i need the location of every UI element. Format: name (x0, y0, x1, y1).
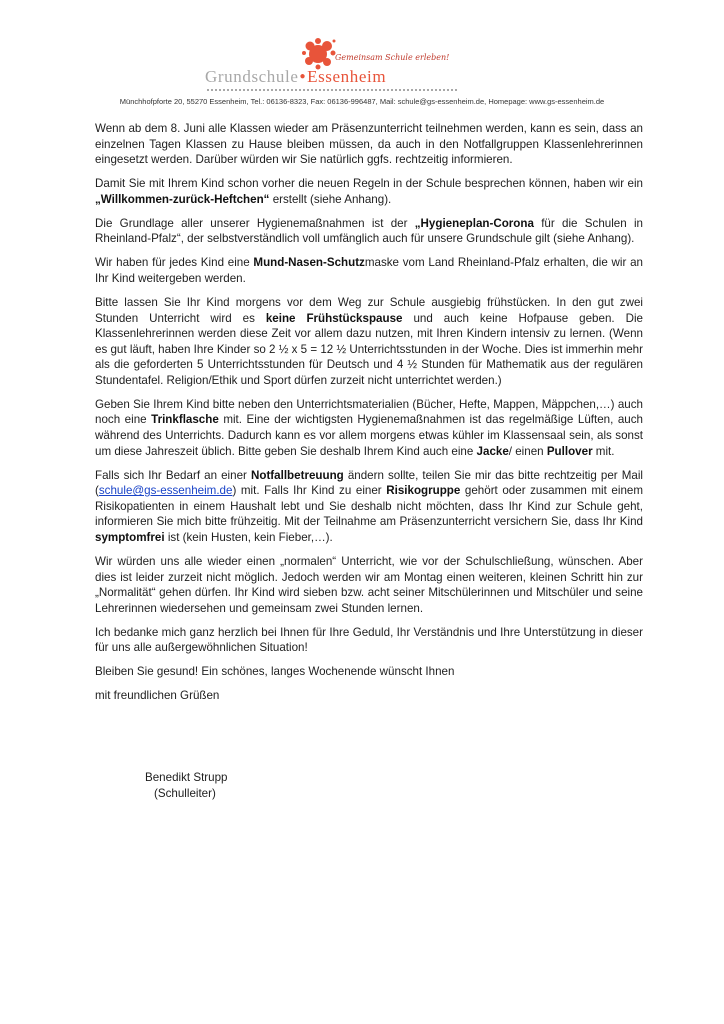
paragraph-8: Wir würden uns alle wieder einen „normalen“ Unterricht, wie vor der Schulschließung, wünschen. Aber dies ist leider zurzeit nicht möglich. Jedoch werden wir am Montag einen weiteren, kleinen Schritt hin zur „Normalität“ gehen dürfen. Ihr Kind wird sieben bzw. acht seiner Mitschülerinnen und Mitschüler und seine Lehrerinnen wiedersehen und gemeinsam zwei Stunden lernen. (95, 554, 643, 615)
text: Bitte lassen Sie Ihr Kind morgens vor dem Weg zur Schule ausgiebig frühstücken. In den gut zwei Stunden Unterricht wird es (95, 295, 643, 325)
bold-text: Notfallbetreuung (250, 468, 344, 482)
paragraph-11: mit freundlichen Grüßen (95, 689, 220, 703)
text: ist (kein Husten, kein Fieber,…). (164, 531, 333, 544)
paragraph-7 (95, 468, 643, 546)
text: Damit Sie mit Ihrem Kind schon vorher die neuen Regeln in der Schule besprechen können, haben wir ein (95, 177, 643, 191)
paragraph-9: Ich bedanke mich ganz herzlich bei Ihnen für Ihre Geduld, Ihr Verständnis und Ihre Unterstützung in dieser für uns alle außergewöhnlichen Situation! (95, 625, 643, 655)
bold-text: Mund-Nasen-Schutz (253, 256, 365, 270)
email-link[interactable]: schule@gs-essenheim.de (98, 484, 233, 498)
text: Falls sich Ihr Bedarf an einer (95, 468, 251, 482)
text: / einen (508, 444, 547, 458)
text: Wir haben für jedes Kind eine (95, 256, 254, 270)
text: mit. (592, 444, 615, 458)
text: für die Schulen in Rheinland-Pfalz“, der selbstverständlich voll umfänglich auch für unsere Grundschule gilt (siehe Anhang). (95, 216, 643, 246)
school-logo (205, 36, 465, 98)
text: gehört oder zusammen mit einem Risikopatienten in einem Haushalt lebt und Sie deshalb nicht möchten, dass Ihr Kind zur Schule geht, informieren Sie mich bitte frühzeitig. Mit der Teilnahme am Präsenzunterricht versichern Sie, dass Ihr Kind (95, 484, 643, 529)
text: erstellt (siehe Anhang). (269, 192, 392, 206)
bold-text: symptomfrei (95, 531, 165, 544)
bold-text: keine Frühstückspause (265, 311, 403, 325)
text: und auch keine Hofpause geben. Die Klassenlehrerinnen werden diese Zeit vor allem dazu nutzen, mit Ihren Kindern intensiv zu lernen. (Wenn es gut läuft, haben Ihre Kinder so 2 ½ x 5 = 12 ½ Unterrichtsstunden in der Woche. Dies ist immerhin mehr als die geforderten 5 Unterrichtsstunden für Deutsch und 4 ½ Stunden für Mathematik aus der regulären Stundentafel. Religion/Ethik und Sport dürfen zurzeit nicht unterrichtet werden.) (95, 311, 643, 387)
text: maske vom Land Rheinland-Pfalz erhalten, die wir an Ihr Kind weitergeben werden. (95, 256, 643, 285)
text: Die Grundlage aller unserer Hygienemaßnahmen ist der (95, 216, 415, 230)
bold-text: „Willkommen-zurück-Heftchen“ (95, 192, 270, 206)
bold-text: Jacke (476, 444, 509, 458)
school-tagline: Gemeinsam Schule erleben! (335, 53, 450, 62)
signatory-title: (Schulleiter) (154, 787, 216, 800)
paragraph-6 (95, 397, 643, 459)
school-name-part2: Essenheim (307, 67, 387, 86)
paragraph-1: Wenn ab dem 8. Juni alle Klassen wieder am Präsenzunterricht teilnehmen werden, kann es sein, dass an einzelnen Tagen Klassen zu Hause bleiben müssen, da auch in den Notfallgruppen Klassenlehrerinnen eingesetzt werden. Darüber würden wir Sie natürlich ggfs. rechtzeitig informieren. (95, 122, 643, 167)
address-line: Münchhofpforte 20, 55270 Essenheim, Tel.: 06136-8323, Fax: 06136-996487, Mail: schule@gs-essenheim.de, Homepage: www.gs-essenheim.de (119, 97, 605, 106)
school-name-part1: Grundschule (205, 67, 299, 86)
signature-block (145, 770, 228, 802)
text: Geben Sie Ihrem Kind bitte neben den Unterrichtsmaterialien (Bücher, Hefte, Mappen, Mäppchen,…) auch noch eine (95, 397, 643, 427)
school-name (205, 67, 386, 87)
text: mit. Eine der wichtigsten Hygienemaßnahmen ist das regelmäßige Lüften, auch während des Unterrichts. Dadurch kann es vor allem morgens etwas kühler im Klassensaal sein, als sonst um diese Jahreszeit üblich. Bitte geben Sie deshalb Ihrem Kind auch eine (95, 413, 643, 458)
school-name-dot-icon: ● (299, 71, 307, 82)
text: ) mit. Falls Ihr Kind zu einer (232, 484, 387, 498)
text: ändern sollte, teilen Sie mir das bitte rechtzeitig per Mail ( (95, 468, 644, 498)
logo-dotted-underline (207, 89, 457, 93)
signatory-name: Benedikt Strupp (145, 771, 228, 784)
bold-text: Trinkflasche (151, 413, 219, 427)
letter-body (95, 121, 643, 712)
paragraph-3 (95, 216, 643, 247)
paragraph-4 (95, 255, 643, 286)
paragraph-5 (95, 295, 643, 389)
bold-text: „Hygieneplan-Corona (414, 216, 534, 230)
paragraph-2 (95, 176, 643, 207)
paragraph-10: Bleiben Sie gesund! Ein schönes, langes Wochenende wünscht Ihnen (95, 665, 455, 679)
bold-text: Risikogruppe (386, 484, 461, 498)
bold-text: Pullover (546, 444, 593, 458)
